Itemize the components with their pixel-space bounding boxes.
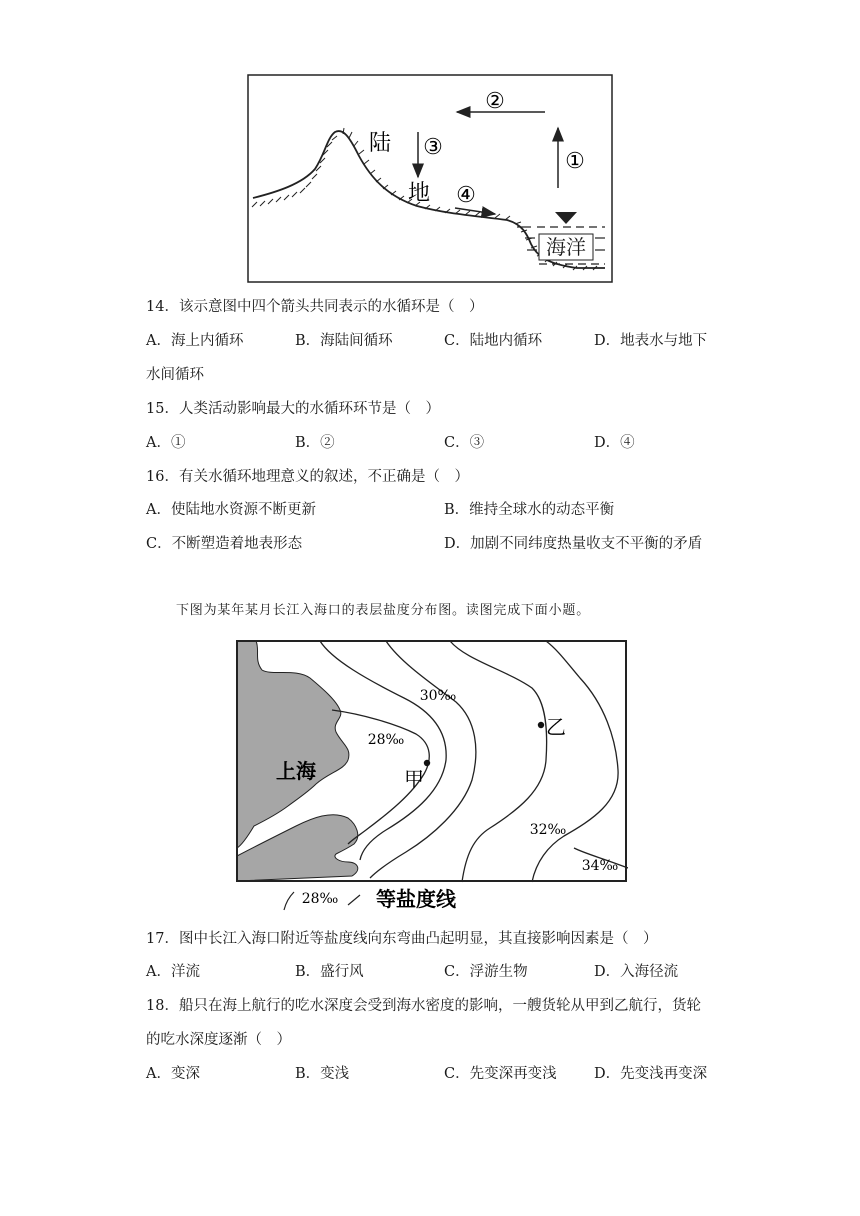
point-jia <box>424 760 430 766</box>
legend-line-icon <box>284 892 294 910</box>
question-14-option-c[interactable]: C．陆地内循环 <box>444 333 543 349</box>
question-15-stem: 15．人类活动影响最大的水循环环节是（ ） <box>146 401 440 417</box>
question-17-stem: 17．图中长江入海口附近等盐度线向东弯曲凸起明显，其直接影响因素是（ ） <box>146 931 658 947</box>
label-ocean: 海洋 <box>546 235 586 259</box>
question-16-stem: 16．有关水循环地理意义的叙述，不正确是（ ） <box>146 469 469 485</box>
question-16-option-b[interactable]: B．维持全球水的动态平衡 <box>444 502 615 518</box>
question-17-option-c[interactable]: C．浮游生物 <box>444 964 528 980</box>
figure-2-intro: 下图为某年某月长江入海口的表层盐度分布图。读图完成下面小题。 <box>176 603 591 618</box>
question-18-stem-line1: 18．船只在海上航行的吃水深度会受到海水密度的影响，一艘货轮从甲到乙航行，货轮 <box>146 998 701 1014</box>
label-arrow4: ④ <box>456 183 476 208</box>
label-iso28: 28‰ <box>367 732 405 748</box>
label-iso34: 34‰ <box>581 858 619 874</box>
label-iso32: 32‰ <box>529 822 567 838</box>
question-18-option-c[interactable]: C．先变深再变浅 <box>444 1066 557 1082</box>
question-14-option-d[interactable]: D．地表水与地下 <box>594 333 708 349</box>
label-shanghai: 上海 <box>276 759 316 783</box>
label-point-jia: 甲 <box>404 767 424 791</box>
question-14-option-d-continued: 水间循环 <box>146 367 204 383</box>
question-14-option-b[interactable]: B．海陆间循环 <box>295 333 393 349</box>
salinity-map <box>236 640 628 912</box>
question-18-option-d[interactable]: D．先变浅再变深 <box>594 1066 708 1082</box>
label-arrow1: ① <box>565 149 585 174</box>
question-15-option-a[interactable]: A．① <box>146 435 186 451</box>
question-18-option-b[interactable]: B．变浅 <box>295 1066 350 1082</box>
question-18-option-a[interactable]: A．变深 <box>146 1066 200 1082</box>
question-14-option-a[interactable]: A．海上内循环 <box>146 333 244 349</box>
question-17-option-d[interactable]: D．入海径流 <box>594 964 679 980</box>
question-16-option-a[interactable]: A．使陆地水资源不断更新 <box>146 502 316 518</box>
question-14-stem: 14．该示意图中四个箭头共同表示的水循环是（ ） <box>146 299 484 315</box>
label-point-yi: 乙 <box>546 715 566 739</box>
label-iso30: 30‰ <box>419 688 457 704</box>
question-16-option-c[interactable]: C．不断塑造着地表形态 <box>146 536 303 552</box>
label-arrow3: ③ <box>423 135 443 160</box>
question-18-stem-line2: 的吃水深度逐渐（ ） <box>146 1032 291 1048</box>
legend-label: 等盐度线 <box>376 887 456 911</box>
question-15-option-c[interactable]: C．③ <box>444 435 485 451</box>
label-land-bottom: 地 <box>407 181 431 206</box>
point-yi <box>538 722 544 728</box>
isohaline-32 <box>450 641 547 882</box>
question-17-option-b[interactable]: B．盛行风 <box>295 964 364 980</box>
label-arrow2: ② <box>485 89 505 114</box>
water-cycle-diagram <box>247 74 613 284</box>
question-15-option-d[interactable]: D．④ <box>594 435 635 451</box>
question-17-option-a[interactable]: A．洋流 <box>146 964 200 980</box>
question-16-option-d[interactable]: D．加剧不同纬度热量收支不平衡的矛盾 <box>444 536 703 552</box>
legend-value: 28‰ <box>301 891 339 907</box>
question-15-option-b[interactable]: B．② <box>295 435 335 451</box>
label-land-top: 陆 <box>368 131 392 156</box>
